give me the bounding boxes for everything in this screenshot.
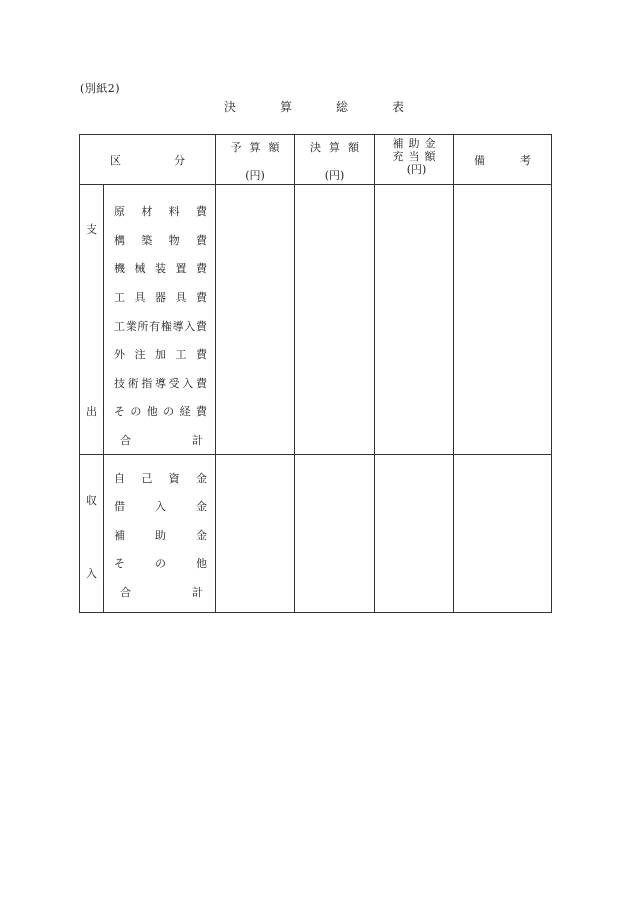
header-subsidy-cell (375, 135, 454, 185)
income-item-char: 入 (155, 500, 166, 514)
expenditure-item-char: 合 (120, 434, 131, 448)
header-subsidy-line2: 充当額 (392, 150, 441, 163)
header-division-cell (80, 135, 216, 185)
expenditure-item-char: 導 (172, 319, 184, 333)
expenditure-item-char: 器 (155, 291, 166, 305)
income-item-char: 他 (196, 557, 207, 571)
income-side-cell (80, 455, 104, 613)
expenditure-item-char: 入 (182, 376, 194, 390)
income-item-row (114, 521, 207, 550)
expenditure-item-char: 具 (175, 291, 187, 305)
header-settlement-unit: (円) (324, 169, 345, 182)
expenditure-item-char: 械 (134, 262, 146, 276)
income-item-char: 金 (196, 528, 207, 542)
expenditure-item-char: 物 (168, 233, 180, 247)
expenditure-item-char: そ (114, 405, 125, 419)
expenditure-item-char: 受 (168, 376, 180, 390)
title-char: 表 (391, 100, 404, 114)
income-item-char: 合 (120, 586, 131, 600)
header-subsidy-line1: 補助金 (392, 137, 441, 150)
expenditure-item-char: 置 (175, 262, 187, 276)
income-item-row (114, 578, 207, 607)
income-row (80, 455, 552, 613)
title-char: 総 (335, 100, 348, 114)
expenditure-item-char: 加 (155, 348, 166, 362)
expenditure-item-row (114, 340, 207, 369)
expenditure-item-char: の (130, 405, 142, 419)
expenditure-item-char: 費 (196, 262, 207, 276)
income-item-row (114, 549, 207, 578)
expenditure-item-row (114, 311, 207, 340)
expenditure-item-char: 費 (195, 376, 207, 390)
expenditure-item-char: 注 (134, 348, 146, 362)
income-item-char: 助 (155, 528, 166, 542)
income-items-cell (104, 455, 216, 613)
expenditure-item-char: 術 (127, 376, 139, 390)
expenditure-item-char: の (163, 405, 175, 419)
expenditure-item-char: 工 (114, 291, 125, 305)
header-row (80, 135, 552, 185)
income-budget-cell (216, 455, 295, 613)
header-budget-unit: (円) (245, 169, 265, 182)
income-item-char: 自 (114, 471, 125, 485)
expenditure-item-row (114, 283, 207, 312)
settlement-summary-table (79, 134, 552, 613)
expenditure-item-char: 料 (168, 205, 180, 219)
expenditure-row (80, 185, 552, 455)
expenditure-item-char: 経 (179, 405, 191, 419)
header-remarks-char: 考 (520, 154, 531, 167)
header-remarks-char: 備 (474, 154, 485, 167)
header-budget-cell (216, 135, 295, 185)
expenditure-item-char: 他 (146, 405, 158, 419)
expenditure-item-char: 工 (175, 348, 187, 362)
expenditure-item-row (114, 226, 207, 255)
expenditure-remarks-cell (454, 185, 552, 455)
expenditure-item-char: 具 (134, 291, 146, 305)
document-title (224, 98, 404, 115)
income-settlement-cell (295, 455, 375, 613)
expenditure-item-char: 導 (154, 376, 166, 390)
expenditure-item-char: 費 (195, 233, 207, 247)
income-item-char: 資 (168, 471, 180, 485)
income-subsidy-cell (375, 455, 454, 613)
expenditure-item-char: 材 (141, 205, 153, 219)
expenditure-item-row (114, 254, 207, 283)
expenditure-item-char: 外 (114, 348, 125, 362)
expenditure-items-cell (104, 185, 216, 455)
income-item-char: 借 (114, 500, 125, 514)
expenditure-item-char: 費 (195, 205, 207, 219)
income-item-char: そ (114, 557, 125, 571)
expenditure-item-char: 工 (114, 319, 125, 333)
annex-label: (別紙2) (80, 82, 121, 95)
expenditure-subsidy-cell (375, 185, 454, 455)
expenditure-item-char: 装 (155, 262, 166, 276)
expenditure-item-row (114, 369, 207, 398)
expenditure-item-char: 計 (192, 434, 203, 448)
header-division-char: 区 (110, 154, 121, 167)
expenditure-item-char: 所 (137, 319, 149, 333)
income-item-row (114, 463, 207, 492)
expenditure-item-char: 費 (195, 405, 207, 419)
expenditure-item-char: 費 (196, 291, 207, 305)
expenditure-item-char: 権 (160, 319, 172, 333)
header-budget-label: 予算額 (230, 141, 288, 154)
header-settlement-cell (295, 135, 375, 185)
expenditure-item-char: 構 (114, 233, 125, 247)
income-item-char: 補 (114, 528, 125, 542)
expenditure-item-char: 築 (141, 233, 153, 247)
expenditure-side-cell (80, 185, 104, 455)
income-remarks-cell (454, 455, 552, 613)
expenditure-item-row (114, 197, 207, 226)
income-item-char: の (155, 557, 166, 571)
expenditure-side-bottom: 出 (86, 405, 97, 418)
income-item-char: 計 (192, 586, 203, 600)
title-char: 決 (224, 100, 237, 114)
header-remarks-cell (454, 135, 552, 185)
expenditure-side-top: 支 (86, 223, 97, 236)
expenditure-item-char: 費 (196, 348, 207, 362)
income-item-char: 己 (141, 471, 153, 485)
header-division-char: 分 (174, 154, 185, 167)
expenditure-budget-cell (216, 185, 295, 455)
expenditure-item-char: 機 (114, 262, 125, 276)
income-item-char: 金 (195, 471, 207, 485)
income-item-char: 金 (196, 500, 207, 514)
expenditure-item-row (114, 397, 207, 426)
income-item-row (114, 492, 207, 521)
expenditure-item-char: 業 (125, 319, 137, 333)
income-side-top: 収 (86, 494, 97, 508)
expenditure-item-char: 指 (141, 376, 153, 390)
expenditure-item-char: 原 (114, 205, 125, 219)
expenditure-item-char: 費 (195, 319, 207, 333)
income-side-bottom: 入 (86, 567, 97, 581)
expenditure-item-char: 入 (184, 319, 196, 333)
expenditure-settlement-cell (295, 185, 375, 455)
expenditure-item-char: 技 (114, 376, 125, 390)
expenditure-item-row (114, 426, 207, 455)
header-subsidy-unit: (円) (406, 163, 427, 176)
header-settlement-label: 決算額 (310, 141, 367, 154)
title-char: 算 (279, 100, 292, 114)
expenditure-item-char: 有 (149, 319, 161, 333)
